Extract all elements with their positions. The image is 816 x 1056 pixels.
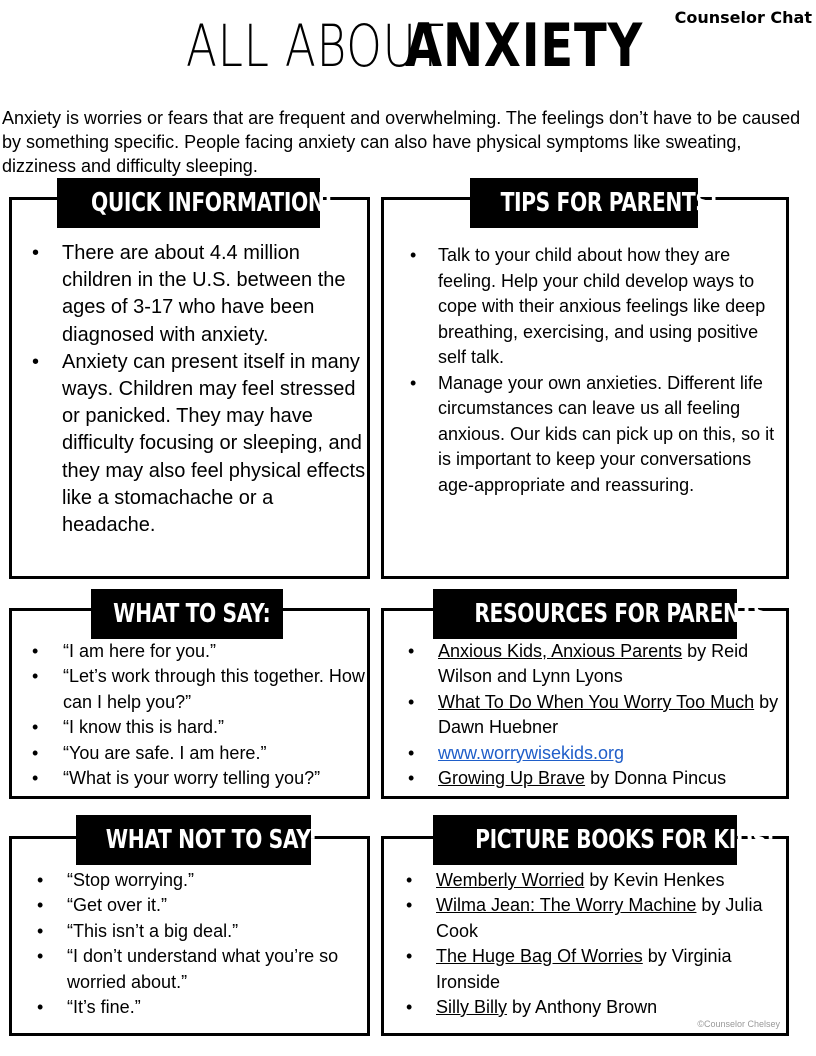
list-item: • There are about 4.4 million children in the U.S. between the ages of 3-17 who have been diagnosed with anxiety.	[32, 242, 346, 346]
book-link[interactable]: Wilma Jean: The Worry Machine	[436, 895, 697, 916]
resource-link[interactable]: What To Do When You Worry Too Much	[438, 691, 755, 712]
bullet-icon: •	[32, 350, 40, 373]
book-link[interactable]: Silly Billy	[436, 997, 508, 1018]
bullet-icon: •	[37, 895, 44, 916]
tips-box	[381, 197, 789, 579]
bullet-icon: •	[37, 870, 44, 890]
list-item: • Anxiety can present itself in many ways. Children may feel stressed or panicked. They may have difficulty focusing or sleeping, and they may also feel physical effects like a stomachache or a headache.	[32, 350, 366, 537]
list-item: • “Get over it.”	[15, 893, 367, 918]
bullet-icon: •	[410, 245, 417, 265]
bullet-icon: •	[406, 946, 413, 967]
book-link[interactable]: The Huge Bag Of Worries	[436, 946, 643, 967]
list-item: • Anxious Kids, Anxious Parents by Reid Wilson and Lynn Lyons	[408, 641, 749, 687]
website-link[interactable]: www.worrywisekids.org	[438, 742, 625, 763]
resource-link[interactable]: Growing Up Brave	[438, 768, 586, 789]
list-item: • Talk to your child about how they are feeling. Help your child develop ways to cope with their anxious feelings like deep breathing, exercising, and using positive self talk.	[410, 245, 766, 367]
picture-books-box	[381, 836, 789, 1036]
what-to-say-heading: WHAT TO SAY:	[91, 589, 283, 639]
list-item: • “You are safe. I am here.”	[10, 741, 370, 766]
title-thin: ALL ABOUT	[186, 12, 446, 80]
bullet-icon: •	[32, 717, 39, 738]
what-not-to-say-heading: WHAT NOT TO SAY:	[76, 815, 311, 865]
list-item: • “I am here for you.”	[10, 639, 370, 664]
brand-label: Counselor Chat	[674, 8, 812, 27]
bullet-icon: •	[408, 742, 415, 763]
list-item: • “What is your worry telling you?”	[10, 766, 370, 791]
intro-paragraph: Anxiety is worries or fears that are frequent and overwhelming. The feelings don’t have to be caused by something specific. People facing anxiety can also have physical symptoms like sweating, dizziness and difficulty sleeping.	[2, 108, 801, 176]
list-item: • Wilma Jean: The Worry Machine by Julia Cook	[406, 895, 763, 941]
quick-info-box	[9, 197, 370, 579]
list-item: • “Stop worrying.”	[15, 868, 367, 893]
bullet-icon: •	[406, 997, 413, 1018]
list-item	[386, 741, 786, 766]
what-not-to-say-list	[15, 868, 367, 1020]
resources-heading: RESOURCES FOR PARENTS	[433, 589, 737, 639]
resource-link[interactable]: Anxious Kids, Anxious Parents	[438, 641, 683, 661]
tips-heading: TIPS FOR PARENTS:	[470, 178, 698, 228]
what-to-say-list	[10, 639, 370, 791]
bullet-icon: •	[406, 895, 413, 916]
title-bold: ANXIETY	[405, 11, 644, 81]
bullet-icon: •	[32, 242, 40, 264]
list-item: • “This isn’t a big deal.”	[15, 919, 367, 944]
list-item: • “I don’t understand what you’re so worried about.”	[37, 946, 339, 992]
list-item: • Manage your own anxieties. Different life circumstances can leave us all feeling anxious. Our kids can pick up on this, so it is important to keep your conversations age-appropriate and reassuring.	[410, 372, 775, 495]
bullet-icon: •	[32, 768, 39, 789]
resources-list	[386, 639, 786, 791]
list-item: • Growing Up Brave by Donna Pincus	[386, 766, 786, 791]
list-item: • The Huge Bag Of Worries by Virginia Ironside	[406, 946, 732, 992]
list-item: • Wemberly Worried by Kevin Henkes	[384, 868, 786, 893]
picture-books-list	[384, 868, 786, 1020]
tips-list	[386, 243, 786, 498]
bullet-icon: •	[406, 870, 413, 890]
list-item: • Silly Billy by Anthony Brown	[384, 995, 786, 1020]
bullet-icon: •	[408, 691, 415, 712]
quick-info-heading: QUICK INFORMATION:	[57, 178, 320, 228]
bullet-icon: •	[37, 920, 44, 941]
bullet-icon: •	[410, 372, 417, 393]
list-item: • “I know this is hard.”	[10, 715, 370, 740]
book-link[interactable]: Wemberly Worried	[436, 870, 585, 890]
list-item: • What To Do When You Worry Too Much by Dawn Huebner	[408, 691, 779, 738]
list-item: • “Let’s work through this together. How can I help you?”	[32, 666, 365, 712]
bullet-icon: •	[37, 946, 44, 967]
bullet-icon: •	[32, 742, 39, 763]
picture-books-heading: PICTURE BOOKS FOR KIDS:	[433, 815, 737, 865]
quick-info-list	[12, 240, 368, 539]
watermark: ©Counselor Chelsey	[697, 1019, 780, 1029]
bullet-icon: •	[32, 641, 39, 661]
bullet-icon: •	[32, 666, 39, 687]
list-item: • “It’s fine.”	[15, 995, 367, 1020]
bullet-icon: •	[408, 641, 415, 661]
bullet-icon: •	[37, 997, 44, 1018]
bullet-icon: •	[408, 768, 415, 789]
what-not-to-say-box	[9, 836, 370, 1036]
